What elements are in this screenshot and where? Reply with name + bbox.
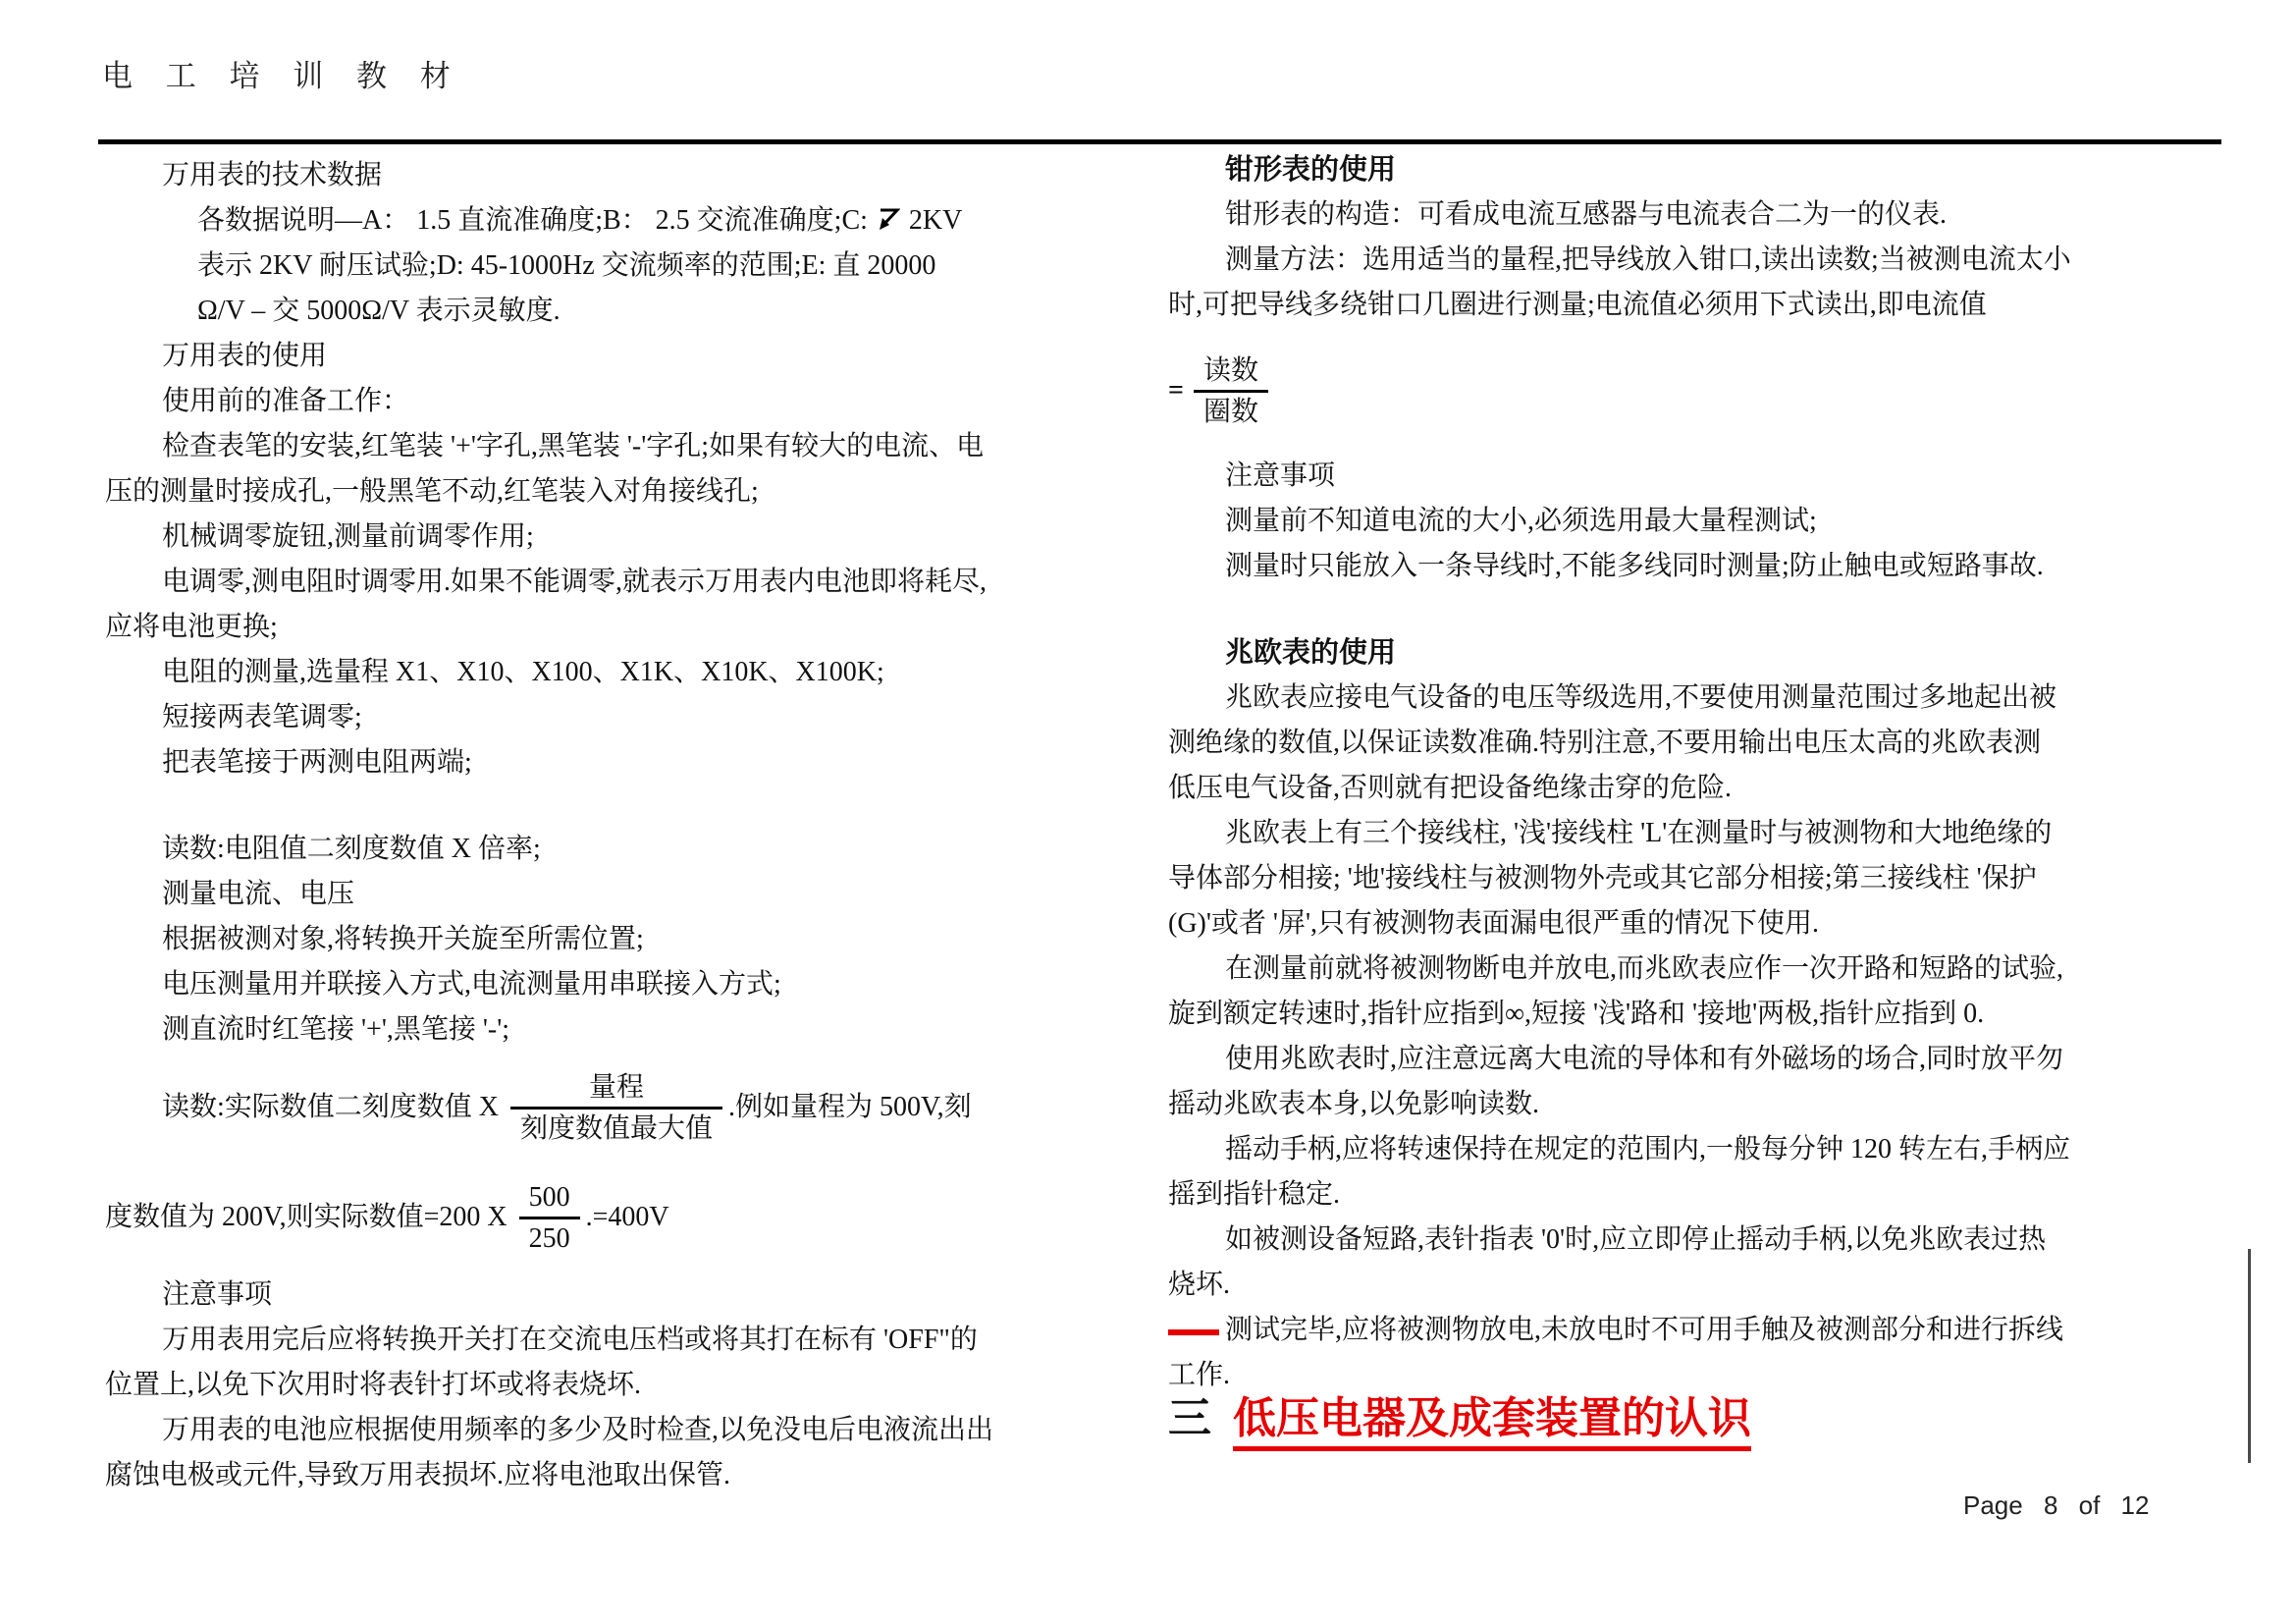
text-line: 表示 2KV 耐压试验;D: 45-1000Hz 交流频率的范围;E: 直 20000 xyxy=(197,250,936,281)
text-line: 电调零,测电阻时调零用.如果不能调零,就表示万用表内电池即将耗尽, xyxy=(162,567,988,597)
tech-data-text-after: 2KV xyxy=(908,205,963,236)
text-line: 万用表的技术数据 xyxy=(162,160,383,190)
text-line: 万用表的电池应根据使用频率的多少及时检查,以免没电后电液流出出 xyxy=(162,1415,994,1445)
text-line: 把表笔接于两测电阻两端; xyxy=(162,747,472,778)
reading-formula-line xyxy=(105,1053,1141,1163)
text-line: 测绝缘的数值,以保证读数准确.特别注意,不要用输出电压太高的兆欧表测 xyxy=(1168,728,2042,758)
text-line: 使用兆欧表时,应注意远离大电流的导体和有外磁场的场合,同时放平勿 xyxy=(1225,1044,2064,1074)
text-line: 读数:电阻值二刻度数值 X 倍率; xyxy=(162,834,541,864)
text-line: 腐蚀电极或元件,导致万用表损坏.应将电池取出保管. xyxy=(105,1460,731,1490)
fraction-numerator: 500 xyxy=(528,1181,570,1213)
text-line: 测量前不知道电流的大小,必须选用最大量程测试; xyxy=(1225,506,1817,536)
formula-suffix: .例如量程为 500V,刻 xyxy=(728,1092,972,1122)
blank-line xyxy=(1168,589,2233,630)
text-line: 注意事项 xyxy=(162,1279,273,1310)
formula-suffix: .=400V xyxy=(585,1202,669,1232)
fraction-numerator: 读数 xyxy=(1202,354,1258,386)
text-line: 烧坏. xyxy=(1168,1270,1231,1300)
text-line: 测量方法：选用适当的量程,把导线放入钳口,读出读数;当被测电流太小 xyxy=(1225,244,2071,275)
header-rule xyxy=(98,139,2221,144)
tech-data-text-before: 各数据说明—A： 1.5 直流准确度;B： 2.5 交流准确度;C: xyxy=(197,205,868,236)
text-line: 工作. xyxy=(1168,1360,1231,1390)
document-header-title: 电 工 培 训 教 材 xyxy=(102,59,463,93)
text-line: 导体部分相接; '地'接线柱与被测物外壳或其它部分相接;第三接线柱 '保护 xyxy=(1168,863,2037,893)
example-formula-line xyxy=(105,1163,1141,1272)
text-line: 在测量前就将被测物断电并放电,而兆欧表应作一次开路和短路的试验, xyxy=(1225,953,2064,984)
formula-prefix: 度数值为 200V,则实际数值=200 X xyxy=(105,1202,507,1232)
fraction-numerator: 量程 xyxy=(589,1071,645,1103)
text-line: 万用表的使用 xyxy=(162,341,328,371)
fraction xyxy=(510,1070,722,1146)
text-line: 万用表用完后应将转换开关打在交流电压档或将其打在标有 'OFF"的 xyxy=(162,1325,978,1355)
text-line: (G)'或者 '屏',只有被测物表面漏电很严重的情况下使用. xyxy=(1168,908,1820,939)
text-line: 检查表笔的安装,红笔装 '+'字孔,黑笔装 '-'字孔;如果有较大的电流、电 xyxy=(162,431,985,461)
fraction-denominator: 刻度数值最大值 xyxy=(510,1107,722,1146)
text-line: 钳形表的构造：可看成电流互感器与电流表合二为一的仪表. xyxy=(1225,199,1948,230)
section-heading xyxy=(1168,1382,1751,1445)
blank-line xyxy=(105,785,1141,827)
text-line: 摇动手柄,应将转速保持在规定的范围内,一般每分钟 120 转左右,手柄应 xyxy=(1225,1134,2071,1164)
section-number: 三 xyxy=(1168,1394,1211,1442)
text-line: 兆欧表上有三个接线柱, '浅'接线柱 'L'在测量时与被测物和大地绝缘的 xyxy=(1225,818,2053,848)
section-subheading: 兆欧表的使用 xyxy=(1225,637,1397,669)
section-subheading: 钳形表的使用 xyxy=(1225,154,1397,186)
text-line: 如被测设备短路,表针指表 '0'时,应立即停止摇动手柄,以免兆欧表过热 xyxy=(1225,1224,2047,1255)
fraction xyxy=(1194,353,1268,429)
text-line: 电压测量用并联接入方式,电流测量用串联接入方式; xyxy=(162,969,781,1000)
text-line: 测直流时红笔接 '+',黑笔接 '-'; xyxy=(162,1014,510,1045)
text-line: 低压电气设备,否则就有把设备绝缘击穿的危险. xyxy=(1168,773,1733,803)
tech-data-line xyxy=(105,198,1141,244)
text-line: 电阻的测量,选量程 X1、X10、X100、X1K、X10K、X100K; xyxy=(162,657,884,687)
red-underline-mark xyxy=(1168,1329,1219,1335)
clamp-current-formula xyxy=(1168,328,2233,454)
fraction xyxy=(519,1180,580,1256)
fraction-denominator: 250 xyxy=(519,1217,580,1256)
text-line: 测量电流、电压 xyxy=(162,879,355,909)
text-line: Ω/V – 交 5000Ω/V 表示灵敏度. xyxy=(197,296,561,326)
equals-sign: = xyxy=(1168,375,1184,406)
left-column xyxy=(105,153,1141,1498)
dielectric-test-symbol-icon xyxy=(877,201,900,246)
text-line: 压的测量时接成孔,一般黑笔不动,红笔装入对角接线孔; xyxy=(105,476,759,507)
text-line: 测量时只能放入一条导线时,不能多线同时测量;防止触电或短路事故. xyxy=(1225,551,2044,581)
text-line: 短接两表笔调零; xyxy=(162,702,362,732)
text-line: 测试完毕,应将被测物放电,未放电时不可用手触及被测部分和进行拆线 xyxy=(1225,1315,2064,1345)
text-line: 兆欧表应接电气设备的电压等级选用,不要使用测量范围过多地起出被 xyxy=(1225,682,2057,713)
text-line: 旋到额定转速时,指针应指到∞,短接 '浅'路和 '接地'两极,指针应指到 0. xyxy=(1168,999,1985,1029)
text-line: 应将电池更换; xyxy=(105,612,278,642)
page-number: Page 8 of 12 xyxy=(1963,1490,2150,1520)
fraction-denominator: 圈数 xyxy=(1194,390,1268,429)
text-line: 根据被测对象,将转换开关旋至所需位置; xyxy=(162,924,644,954)
formula-prefix: 读数:实际数值二刻度数值 X xyxy=(162,1092,500,1122)
text-line: 注意事项 xyxy=(1225,460,1336,491)
section-title: 低压电器及成套装置的认识 xyxy=(1233,1394,1751,1451)
frame-border-artifact xyxy=(2248,1249,2251,1463)
text-line: 机械调零旋钮,测量前调零作用; xyxy=(162,521,534,552)
text-line: 摇到指针稳定. xyxy=(1168,1179,1341,1210)
text-line: 时,可把导线多绕钳口几圈进行测量;电流值必须用下式读出,即电流值 xyxy=(1168,290,1987,320)
marked-text-line xyxy=(1168,1308,2233,1353)
right-column xyxy=(1168,147,2233,1398)
text-line: 摇动兆欧表本身,以免影响读数. xyxy=(1168,1089,1540,1119)
text-line: 使用前的准备工作： xyxy=(162,386,410,416)
text-line: 位置上,以免下次用时将表针打坏或将表烧坏. xyxy=(105,1370,642,1400)
